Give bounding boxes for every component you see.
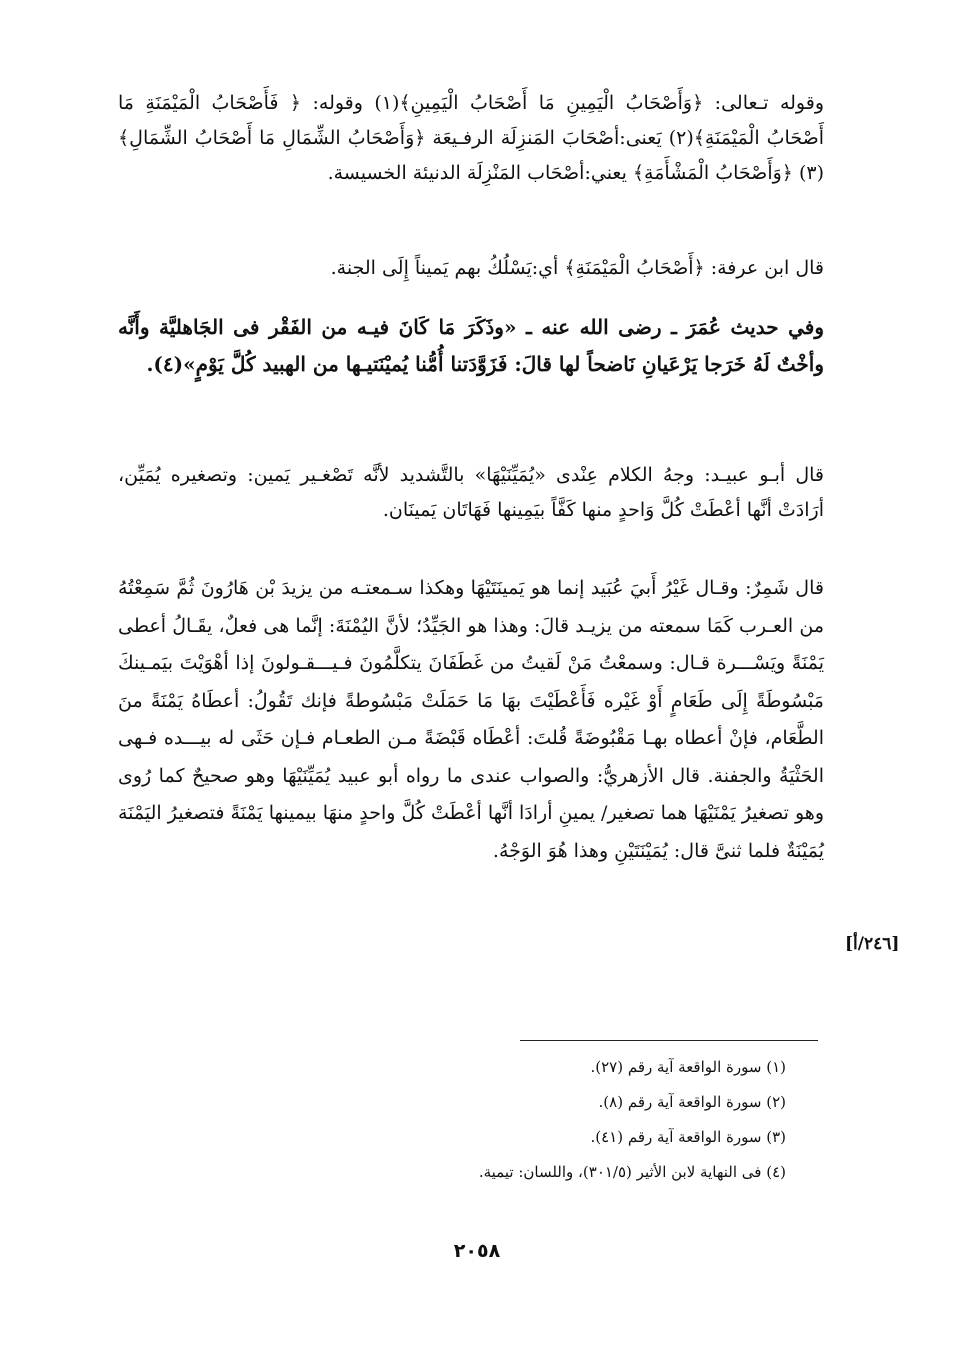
footnote-3: (٣) سورة الواقعة آية رقم (٤١).: [590, 1128, 786, 1146]
footnote-2: (٢) سورة الواقعة آية رقم (٨).: [598, 1093, 786, 1111]
paragraph-1: وقوله تـعالى: ﴿وَأَصْحَابُ الْيَمِينِ مَا أَصْحَابُ الْيَمِينِ﴾(١) وقوله: ﴿ فَأَصْحَابُ الْمَيْمَنَةِ مَا أَصْحَابُ الْمَيْمَنَةِ﴾(٢) يَعنى:أصْحَابَ المَنزِلَة الرفـيعَة ﴿وَأَصْحَابُ الشِّمَالِ مَا أَصْحَابُ الشِّمَالِ﴾(٣) ﴿وَأَصْحَابُ الْمَشْأَمَةِ﴾ يعني:أصْحَاب المَنْزِلَة الدنيئة الخسيسة.: [118, 92, 824, 184]
footnotes: [300, 1050, 786, 1190]
paragraph-abu-ubaid: قال أبـو عبيـد: وجهُ الكلام عِنْدى «يُمَيِّنَيْهَا» بالتَّشديد لأنَّه تَصْغـير يَمين: وتصغيره يُمَيِّن، أرَادَتْ أنَّها أعْطَتْ كُلَّ وَاحدٍ منها كَفَّاً بيَمِينها فَهَاتَان يَمينَان.: [118, 464, 824, 521]
paragraph-2: قال ابن عرفة: ﴿أَصْحَابُ الْمَيْمَنَةِ﴾ أي:يَسْلُكُ بهم يَميناً إِلَى الجنة.: [330, 257, 824, 279]
footnote-separator: [520, 1040, 818, 1041]
paragraph-hadith: وفي حديث عُمَرَ ـ رضى الله عنه ـ «وذَكَرَ مَا كَانَ فيـه من الفَقْر فى الجَاهليَّة وأَنَّه وأخْتٌ لَهُ خَرَجا يَرْعَيانِ نَاضحاً لها قالَ: فَزَوَّدَتنا أُمُّنا يُميْنَتيـها من الهبيد كُلَّ يَوْمٍ»(٤).: [118, 315, 824, 376]
paragraph-shamir: قال شَمِرٌ: وقـال غَيْرُ أَبيَ عُبَيد إنما هو يَمينَتَيْهَا وهكذا سـمعتـه من يزيدَ بْن هَارُونَ ثُمَّ سَمِعْتُهُ من العـرب كَمَا سمعته من يزيـد قالَ: وهذا هو الجَيِّدُ؛ لأنَّ اليُمْنَةَ: إنَّما هى فعلٌ، يقَـالُ أعطى يَمْنَةً ويَسْـــرة قـال: وسمعْتُ مَنْ لَقيتُ من غَطَفَانَ يتكلَّمُونَ فـيـــقـولونَ إذا أهْوَيْتَ بيَمـينكَ مَبْسُوطَةً إِلَى طَعَامٍ أَوْ غَيْره فَأَعْطَيْتَ بهَا مَا حَمَلَتْ مَبْسُوطةً فإنك تَقُولُ: أعطَاهُ يَمْنَةً منَ الطَّعَام، فإنْ أعطاه بهـا مَقْبُوضَةً قُلتَ: أعْطَاه قَبْضَةً مـن الطعـام فـإن حَثَى له بيـــده فـهى الحَثْيَةُ والجفنة. قال الأزهريُّ: والصواب عندى ما رواه أبو عبيد يُمَيِّنَيْهَا وهو صحيحٌ كما رُوى وهو تصغيرُ يَمْنَيْهَا هما تصغير/ يمينِ أرادَا أنَّها أعْطَتْ كُلَّ واحدٍ منهَا بيمينها يَمْنَةً فتصغيرُ اليَمْنَة يُمَيْنَةٌ فلما ثنىَّ قال: يُمَيْنَتَيْنِ وهذا هُوَ الوَجْهُ.: [118, 577, 824, 862]
footnote-1: (١) سورة الواقعة آية رقم (٢٧).: [590, 1058, 786, 1076]
manuscript-folio-reference: [٢٤٦/أ]: [845, 934, 900, 954]
footnote-4: (٤) فى النهاية لابن الأثير (٣٠١/٥)، واللسان: تيمية.: [478, 1163, 786, 1181]
page-number: ٢٠٥٨: [453, 1240, 501, 1262]
